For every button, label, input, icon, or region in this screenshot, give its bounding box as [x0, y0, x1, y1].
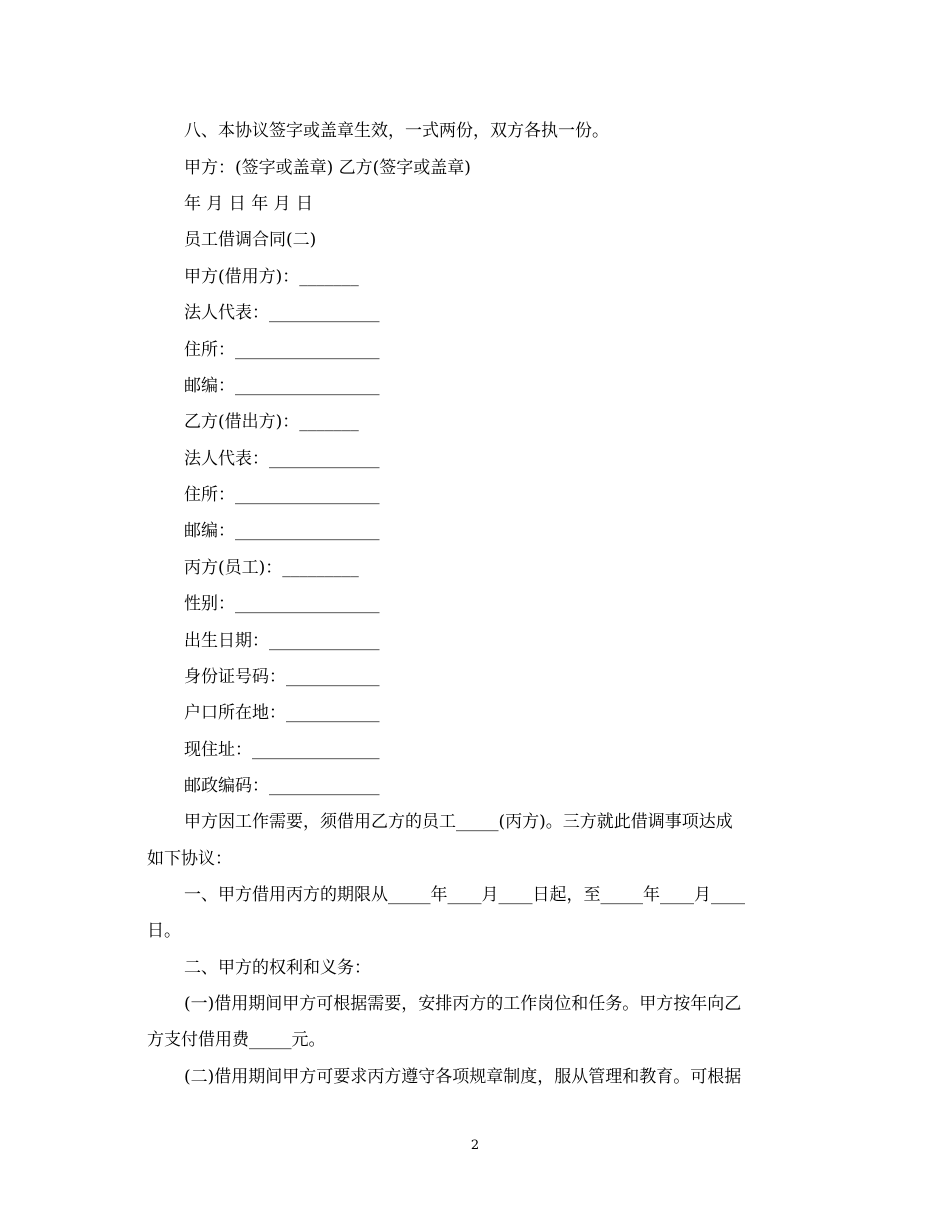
party-a-postcode-field: 邮编：_________________: [184, 376, 380, 396]
party-c-field: 丙方(员工)：_________: [184, 558, 359, 578]
postal-code-field: 邮政编码：_____________: [184, 776, 380, 796]
preamble-paragraph: 甲方因工作需要，须借用乙方的员工_____(丙方)。三方就此借调事项达成: [184, 812, 733, 832]
signature-line: 甲方：(签字或盖章) 乙方(签字或盖章): [184, 158, 471, 178]
page-number: 2: [470, 1138, 480, 1153]
id-number-field: 身份证号码：___________: [184, 667, 380, 687]
contract-title: 员工借调合同(二): [184, 230, 317, 250]
party-a-legal-rep-field: 法人代表：_____________: [184, 303, 380, 323]
date-line: 年 月 日 年 月 日: [184, 194, 314, 214]
party-b-legal-rep-field: 法人代表：_____________: [184, 449, 380, 469]
party-b-field: 乙方(借出方)：_______: [184, 412, 359, 432]
clause-2-1: (一)借用期间甲方可根据需要，安排丙方的工作岗位和任务。甲方按年向乙: [184, 994, 742, 1014]
preamble-paragraph-continued: 如下协议：: [147, 849, 232, 869]
party-a-address-field: 住所：_________________: [184, 340, 380, 360]
household-registration-field: 户口所在地：___________: [184, 703, 380, 723]
party-b-address-field: 住所：_________________: [184, 485, 380, 505]
current-address-field: 现住址：_______________: [184, 740, 380, 760]
party-b-postcode-field: 邮编：_________________: [184, 521, 380, 541]
clause-1-term-continued: 日。: [147, 921, 181, 941]
gender-field: 性别：_________________: [184, 594, 380, 614]
clause-2-2: (二)借用期间甲方可要求丙方遵守各项规章制度，服从管理和教育。可根据: [184, 1067, 742, 1087]
birth-date-field: 出生日期：_____________: [184, 631, 380, 651]
clause-2-1-continued: 方支付借用费_____元。: [147, 1030, 326, 1050]
clause-2-heading: 二、甲方的权利和义务：: [184, 958, 371, 978]
party-a-field: 甲方(借用方)：_______: [184, 267, 359, 287]
clause-8-effect: 八、本协议签字或盖章生效，一式两份，双方各执一份。: [184, 121, 609, 141]
clause-1-term: 一、甲方借用丙方的期限从_____年____月____日起，至_____年____月____: [184, 885, 745, 905]
